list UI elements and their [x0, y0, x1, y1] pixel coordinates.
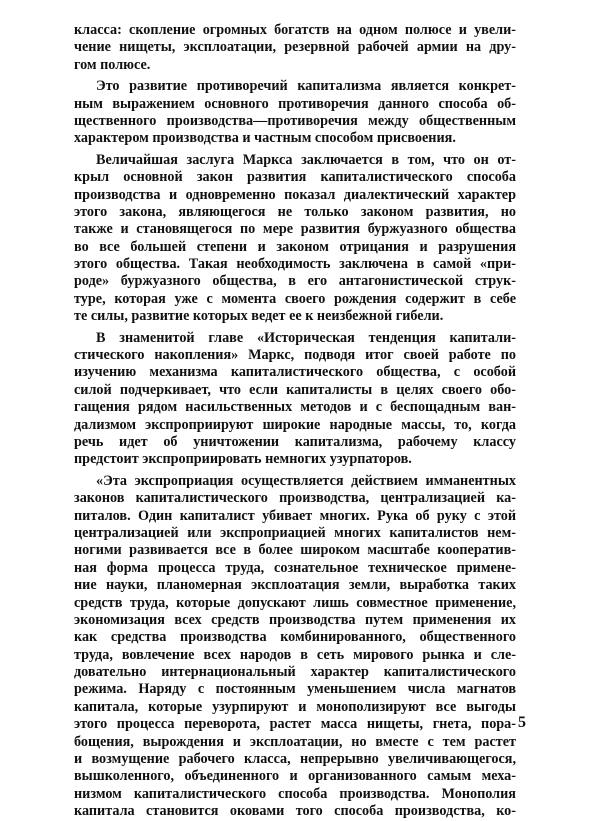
- paragraph: [74, 152, 516, 326]
- text-line: во все большей степени и законом отрицания и разрушения: [74, 238, 516, 255]
- text-line: щественного производства—противоречия между общественным: [74, 112, 516, 129]
- text-line: Величайшая заслуга Маркса заключается в том, что он от-: [96, 151, 516, 168]
- text-line: средств труда, которые допускают лишь совместное применение,: [74, 594, 516, 611]
- paragraph: [74, 330, 516, 469]
- text-line: довательно интернациональный характер капиталистического: [74, 664, 516, 681]
- paragraph: [74, 22, 516, 74]
- text-line: изучению механизма капиталистического общества, с особой: [74, 364, 516, 381]
- text-line: стического накопления» Маркс, подводя итог своей работе по: [74, 347, 516, 364]
- text-line: характером производства и частным способом присвоения.: [74, 130, 456, 147]
- text-line: В знаменитой главе «Историческая тенденция капитали-: [96, 329, 516, 346]
- text-line: класса: скопление огромных богатств на одном полюсе и увели-: [74, 22, 516, 38]
- text-line: крыл основной закон развития капиталистического способа: [74, 169, 516, 186]
- text-line: роде» буржуазного общества, в его антагонистической струк-: [74, 273, 516, 290]
- paragraph: [74, 473, 516, 821]
- text-line: силой подчеркивает, что если капиталисты в целях своего обо-: [74, 381, 516, 398]
- text-line: производства и одновременно показал диалектический характер: [74, 186, 516, 203]
- text-line: бощения, вырождения и эксплоатации, но вместе с тем растет: [74, 733, 516, 750]
- text-line: труда, вовлечение всех народов в сеть мирового рынка и сле-: [74, 646, 516, 663]
- text-line: ние науки, планомерная эксплоатация земли, выработка таких: [74, 577, 516, 594]
- text-line: туре, которая уже с момента своего рождения содержит в себе: [74, 290, 516, 307]
- text-line: питалов. Один капиталист убивает многих. Рука об руку с этой: [74, 507, 516, 524]
- text-line: централизацией или экспроприацией многих капиталистов нем-: [74, 524, 516, 541]
- page-number: 5: [518, 714, 526, 731]
- text-line: экономизация всех средств производства путем применения их: [74, 611, 516, 628]
- text-line: ным выражением основного противоречия данного способа об-: [74, 95, 516, 112]
- text-line: режима. Наряду с постоянным уменьшением числа магнатов: [74, 681, 516, 698]
- text-line: гом полюсе.: [74, 56, 151, 73]
- text-line: ногими развивается все в более широком масштабе кооператив-: [74, 542, 516, 559]
- text-line: предстоит экспроприировать немногих узурпаторов.: [74, 451, 412, 468]
- text-line: законов капиталистического производства, централизацией ка-: [74, 490, 516, 507]
- text-line: этого процесса переворота, растет масса нищеты, гнета, пора-: [74, 716, 516, 733]
- text-line: Это развитие противоречий капитализма является конкрет-: [96, 78, 516, 95]
- text-line: как средства производства комбинированного, общественного: [74, 629, 516, 646]
- text-line: чение нищеты, эксплоатации, резервной рабочей армии на дру-: [74, 39, 516, 56]
- page-text: [74, 22, 516, 821]
- paragraph: [74, 78, 516, 148]
- text-line: этого общества. Такая необходимость заключена в самой «при-: [74, 256, 516, 273]
- text-line: низмом капиталистического способа производства. Монополия: [74, 785, 516, 802]
- text-line: ная форма процесса труда, сознательное техническое примене-: [74, 559, 516, 576]
- text-line: капитала становится оковами того способа производства, ко-: [74, 803, 516, 820]
- text-line: «Эта экспроприация осуществляется действием имманентных: [96, 472, 516, 489]
- text-line: этого закона, являющегося не только законом развития, но: [74, 203, 516, 220]
- text-line: дализмом экспроприируют широкие народные массы, то, когда: [74, 416, 516, 433]
- text-line: также и становящегося по мере развития буржуазного общества: [74, 221, 516, 238]
- text-line: капитала, которые узурпируют и монополизируют все выгоды: [74, 698, 516, 715]
- text-line: те силы, развитие которых ведет ее к неизбежной гибели.: [74, 308, 444, 325]
- text-line: речь идет об уничтожении капитализма, рабочему классу: [74, 433, 516, 450]
- text-line: и возмущение рабочего класса, непрерывно увеличивающегося,: [74, 751, 516, 768]
- text-line: гащения рядом насильственных методов и с беспощадным ван-: [74, 399, 516, 416]
- text-line: вышколенного, объединенного и организованного самым меха-: [74, 768, 516, 785]
